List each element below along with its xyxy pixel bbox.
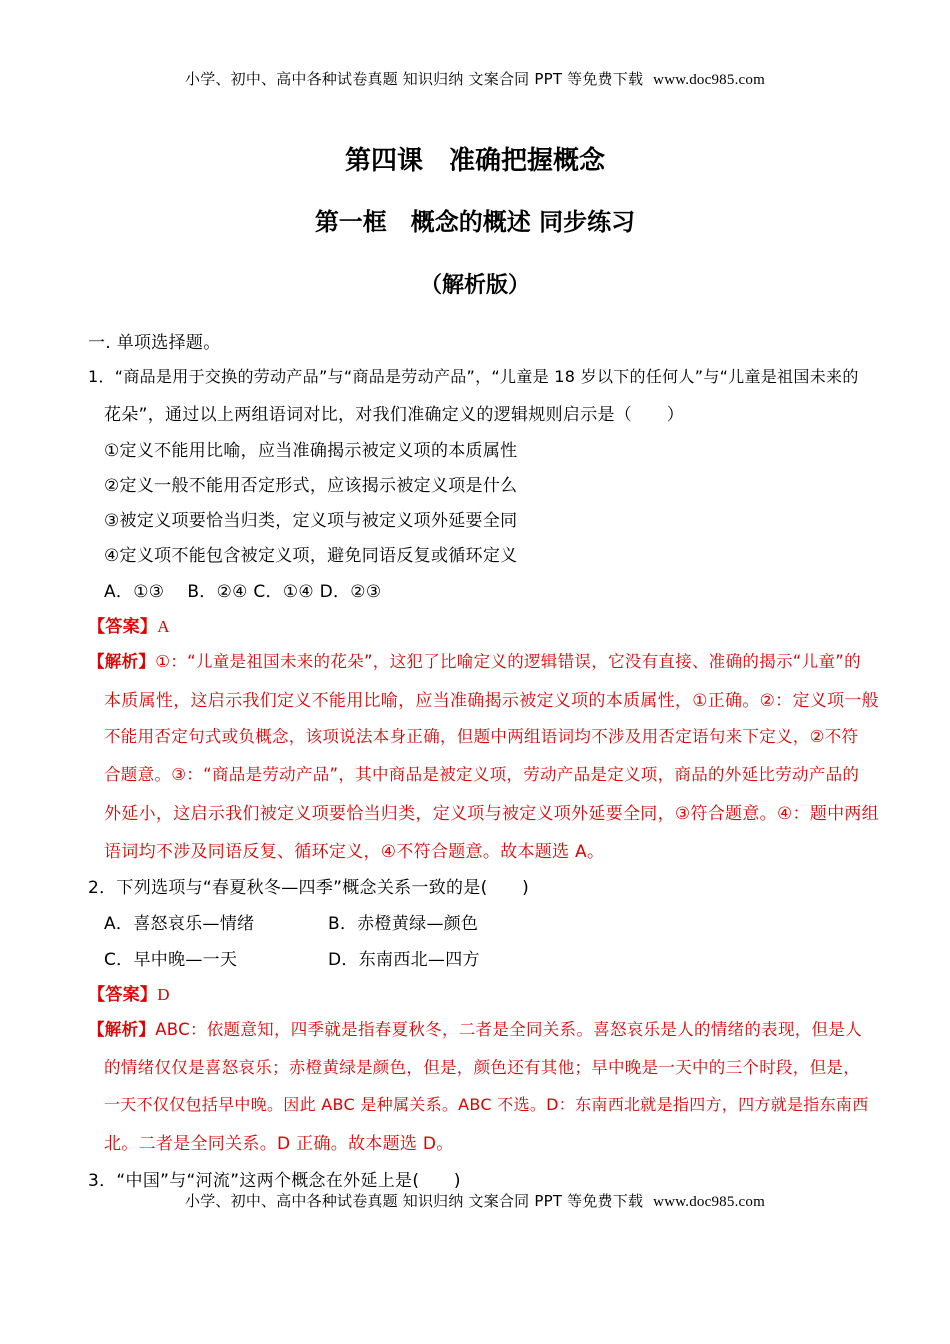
section-title: 第一框 概念的概述 同步练习 bbox=[314, 208, 636, 236]
q2-analysis-line4: 北。二者是全同关系。D 正确。故本题选 D。 bbox=[104, 1134, 454, 1154]
q1-analysis-line4: 合题意。③：“商品是劳动产品”，其中商品是被定义项，劳动产品是定义项，商品的外延比劳动产品的 bbox=[104, 765, 860, 784]
page-header bbox=[0, 68, 950, 89]
q1-stem-line2: 花朵”，通过以上两组语词对比，对我们准确定义的逻辑规则启示是（ ） bbox=[104, 405, 685, 425]
section-heading: 一. 单项选择题。 bbox=[88, 333, 221, 353]
lesson-title: 第四课 准确把握概念 bbox=[344, 146, 605, 176]
q3-stem: 3．“中国”与“河流”这两个概念在外延上是( ) bbox=[88, 1171, 461, 1191]
q1-answer-value: A bbox=[157, 617, 170, 636]
header-url: www.doc985.com bbox=[653, 72, 765, 88]
q2-answer bbox=[88, 980, 170, 1005]
q2-answer-tag: 【答案】 bbox=[88, 985, 158, 1005]
q2-answer-value: D bbox=[157, 985, 170, 1004]
q1-analysis-text: ①：“儿童是祖国未来的花朵”，这犯了比喻定义的逻辑错误，它没有直接、准确的揭示“儿童”的 bbox=[155, 652, 861, 671]
q1-analysis-line1 bbox=[88, 648, 861, 672]
q1-analysis-line5: 外延小，这启示我们被定义项要恰当归类，定义项与被定义项外延要全同，③符合题意。④：题中两组 bbox=[104, 804, 879, 824]
q1-item-2: ②定义一般不能用否定形式，应该揭示被定义项是什么 bbox=[104, 476, 518, 496]
q2-analysis-line2: 的情绪仅仅是喜怒哀乐；赤橙黄绿是颜色，但是，颜色还有其他；早中晚是一天中的三个时段，但是， bbox=[104, 1058, 860, 1077]
q1-item-3: ③被定义项要恰当归类，定义项与被定义项外延要全同 bbox=[104, 511, 518, 531]
q2-analysis-line1 bbox=[88, 1016, 862, 1040]
q2-stem: 2．下列选项与“春夏秋冬—四季”概念关系一致的是( ) bbox=[88, 878, 530, 898]
q2-option-b: B．赤橙黄绿—颜色 bbox=[328, 914, 479, 934]
q1-item-4: ④定义项不能包含被定义项，避免同语反复或循环定义 bbox=[104, 546, 518, 566]
q1-analysis-line2: 本质属性，这启示我们定义不能用比喻，应当准确揭示被定义项的本质属性，①正确。②：定义项一般 bbox=[104, 691, 879, 711]
header-text: 小学、初中、高中各种试卷真题 知识归纳 文案合同 PPT 等免费下载 bbox=[185, 70, 644, 88]
q2-option-d: D．东南西北—四方 bbox=[328, 950, 480, 970]
version-label: （解析版） bbox=[419, 273, 530, 298]
page-footer bbox=[0, 1190, 950, 1211]
q1-analysis-tag: 【解析】 bbox=[88, 652, 156, 671]
q2-analysis-text: ABC：依题意知，四季就是指春夏秋冬，二者是全同关系。喜怒哀乐是人的情绪的表现，但是人 bbox=[155, 1020, 862, 1039]
q1-item-1: ①定义不能用比喻，应当准确揭示被定义项的本质属性 bbox=[104, 441, 518, 461]
q2-option-a: A．喜怒哀乐—情绪 bbox=[104, 914, 255, 934]
q2-analysis-line3: 一天不仅仅包括早中晚。因此 ABC 是种属关系。ABC 不选。D：东南西北就是指四方，四方就是指东南西 bbox=[104, 1095, 869, 1114]
footer-url: www.doc985.com bbox=[653, 1194, 765, 1210]
q1-stem-line1: 1．“商品是用于交换的劳动产品”与“商品是劳动产品”，“儿童是 18 岁以下的任何人”与“儿童是祖国未来的 bbox=[88, 367, 859, 386]
q2-analysis-tag: 【解析】 bbox=[88, 1020, 156, 1039]
q1-analysis-line6: 语词均不涉及同语反复、循环定义，④不符合题意。故本题选 A。 bbox=[104, 842, 605, 862]
q1-answer-tag: 【答案】 bbox=[88, 617, 158, 637]
q1-options: A．①③ B．②④ C．①④ D．②③ bbox=[104, 582, 382, 602]
q2-option-c: C．早中晚—一天 bbox=[104, 950, 238, 970]
q1-analysis-line3: 不能用否定句式或负概念，该项说法本身正确，但题中两组语词均不涉及用否定语句来下定义，②不符 bbox=[104, 727, 859, 746]
footer-text: 小学、初中、高中各种试卷真题 知识归纳 文案合同 PPT 等免费下载 bbox=[185, 1192, 644, 1210]
q1-answer bbox=[88, 612, 170, 637]
